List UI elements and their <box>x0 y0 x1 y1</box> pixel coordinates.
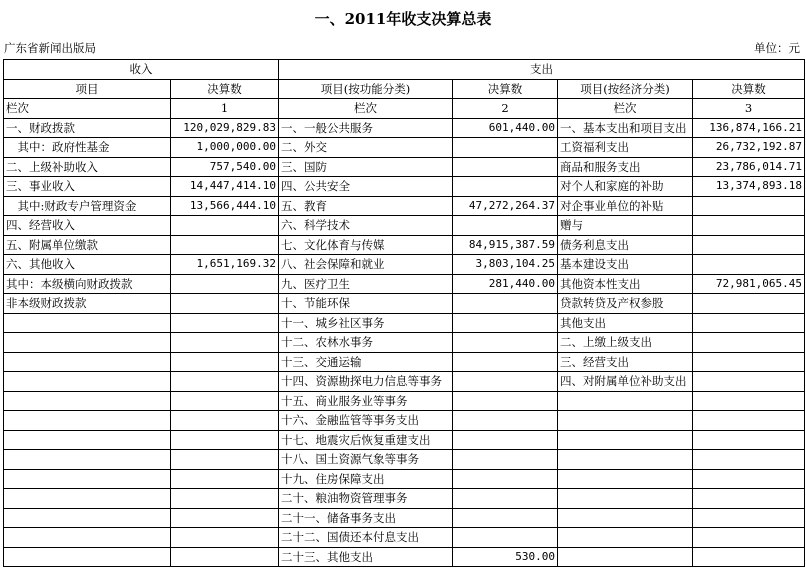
income-amount: 120,029,829.83 <box>171 118 279 138</box>
table-row <box>4 352 805 372</box>
func-item: 八、社会保障和就业 <box>279 255 453 275</box>
func-amount-header: 决算数 <box>453 79 558 99</box>
econ-amount: 26,732,192.87 <box>693 138 805 158</box>
func-amount: 281,440.00 <box>453 274 558 294</box>
econ-item <box>558 547 693 567</box>
func-item: 一、一般公共服务 <box>279 118 453 138</box>
income-amount <box>171 294 279 314</box>
table-row <box>4 138 805 158</box>
income-item: 五、附属单位缴款 <box>4 235 171 255</box>
func-item: 二十、粮油物资管理事务 <box>279 489 453 509</box>
income-amount <box>171 450 279 470</box>
func-item: 十九、住房保障支出 <box>279 469 453 489</box>
income-amount: 1,651,169.32 <box>171 255 279 275</box>
func-amount <box>453 177 558 197</box>
econ-item <box>558 450 693 470</box>
econ-item: 其他资本性支出 <box>558 274 693 294</box>
econ-amount <box>693 450 805 470</box>
econ-amount <box>693 235 805 255</box>
func-amount <box>453 528 558 548</box>
econ-amount <box>693 333 805 353</box>
table-row <box>4 294 805 314</box>
func-amount <box>453 372 558 392</box>
func-amount: 530.00 <box>453 547 558 567</box>
econ-item: 二、上缴上级支出 <box>558 333 693 353</box>
income-amount <box>171 313 279 333</box>
func-amount <box>453 450 558 470</box>
econ-amount-header: 决算数 <box>693 79 805 99</box>
table-row <box>4 216 805 236</box>
expense-header: 支出 <box>279 60 805 80</box>
econ-item: 其他支出 <box>558 313 693 333</box>
table-row <box>4 313 805 333</box>
table-row <box>4 547 805 567</box>
econ-item <box>558 430 693 450</box>
econ-item <box>558 411 693 431</box>
organization-name: 广东省新闻出版局 <box>4 41 96 55</box>
income-item: 三、事业收入 <box>4 177 171 197</box>
income-amount: 757,540.00 <box>171 157 279 177</box>
func-item: 二、外交 <box>279 138 453 158</box>
func-amount <box>453 411 558 431</box>
income-item <box>4 450 171 470</box>
func-item: 十四、资源勘探电力信息等事务 <box>279 372 453 392</box>
income-amount <box>171 235 279 255</box>
func-item: 二十一、储备事务支出 <box>279 508 453 528</box>
income-amount: 13,566,444.10 <box>171 196 279 216</box>
income-item: 非本级财政拨款 <box>4 294 171 314</box>
econ-amount <box>693 547 805 567</box>
income-item <box>4 313 171 333</box>
func-project-header: 项目(按功能分类) <box>279 79 453 99</box>
income-item: 一、财政拨款 <box>4 118 171 138</box>
func-item: 十三、交通运输 <box>279 352 453 372</box>
econ-item: 四、对附属单位补助支出 <box>558 372 693 392</box>
income-amount <box>171 508 279 528</box>
func-item: 六、科学技术 <box>279 216 453 236</box>
econ-item <box>558 528 693 548</box>
econ-item: 债务利息支出 <box>558 235 693 255</box>
func-amount <box>453 352 558 372</box>
table-row <box>4 411 805 431</box>
table-row <box>4 430 805 450</box>
func-amount <box>453 430 558 450</box>
func-item: 十五、商业服务业等事务 <box>279 391 453 411</box>
table-row <box>4 528 805 548</box>
income-item <box>4 372 171 392</box>
econ-item <box>558 489 693 509</box>
income-header: 收入 <box>4 60 279 80</box>
table-row <box>4 489 805 509</box>
func-amount <box>453 294 558 314</box>
func-amount <box>453 469 558 489</box>
page-title: 一、2011年收支决算总表 <box>314 10 492 28</box>
econ-item <box>558 508 693 528</box>
econ-amount <box>693 391 805 411</box>
income-item: 其中：政府性基金 <box>4 138 171 158</box>
func-amount <box>453 138 558 158</box>
econ-item <box>558 469 693 489</box>
budget-table <box>3 59 805 567</box>
func-amount: 3,803,104.25 <box>453 255 558 275</box>
income-amount <box>171 352 279 372</box>
func-amount <box>453 508 558 528</box>
table-row <box>4 508 805 528</box>
func-amount <box>453 216 558 236</box>
table-row <box>4 196 805 216</box>
income-amount <box>171 333 279 353</box>
column-label-econ: 栏次 <box>558 99 693 119</box>
income-item: 二、上级补助收入 <box>4 157 171 177</box>
income-item <box>4 333 171 353</box>
econ-item <box>558 391 693 411</box>
func-item: 三、国防 <box>279 157 453 177</box>
column-number-3: 3 <box>693 99 805 119</box>
func-item: 十七、地震灾后恢复重建支出 <box>279 430 453 450</box>
econ-item: 对个人和家庭的补助 <box>558 177 693 197</box>
income-amount <box>171 216 279 236</box>
func-item: 十二、农林水事务 <box>279 333 453 353</box>
func-amount <box>453 391 558 411</box>
func-amount <box>453 313 558 333</box>
func-item: 四、公共安全 <box>279 177 453 197</box>
income-item <box>4 528 171 548</box>
econ-amount: 72,981,065.45 <box>693 274 805 294</box>
column-label: 栏次 <box>4 99 171 119</box>
income-item <box>4 508 171 528</box>
income-item: 其中:财政专户管理资金 <box>4 196 171 216</box>
income-amount <box>171 372 279 392</box>
income-item <box>4 391 171 411</box>
econ-amount <box>693 313 805 333</box>
econ-amount: 136,874,166.21 <box>693 118 805 138</box>
column-label-func: 栏次 <box>279 99 453 119</box>
func-amount: 601,440.00 <box>453 118 558 138</box>
unit-label: 单位：元 <box>754 41 800 55</box>
func-item: 七、文化体育与传媒 <box>279 235 453 255</box>
header-row-columns <box>4 79 805 99</box>
income-amount <box>171 489 279 509</box>
func-item: 二十二、国债还本付息支出 <box>279 528 453 548</box>
income-amount <box>171 411 279 431</box>
econ-amount <box>693 508 805 528</box>
econ-project-header: 项目(按经济分类) <box>558 79 693 99</box>
income-amount <box>171 274 279 294</box>
income-item: 六、其他收入 <box>4 255 171 275</box>
income-item <box>4 352 171 372</box>
func-item: 十一、城乡社区事务 <box>279 313 453 333</box>
income-amount <box>171 391 279 411</box>
table-row <box>4 450 805 470</box>
econ-amount <box>693 528 805 548</box>
table-row <box>4 333 805 353</box>
econ-amount <box>693 294 805 314</box>
table-row <box>4 157 805 177</box>
econ-item: 商品和服务支出 <box>558 157 693 177</box>
econ-item: 三、经营支出 <box>558 352 693 372</box>
func-amount: 84,915,387.59 <box>453 235 558 255</box>
income-amount: 1,000,000.00 <box>171 138 279 158</box>
func-item: 五、教育 <box>279 196 453 216</box>
income-amount: 14,447,414.10 <box>171 177 279 197</box>
econ-amount <box>693 489 805 509</box>
econ-item: 贷款转贷及产权参股 <box>558 294 693 314</box>
func-item: 十六、金融监管等事务支出 <box>279 411 453 431</box>
func-amount <box>453 489 558 509</box>
table-row <box>4 391 805 411</box>
table-row <box>4 274 805 294</box>
econ-amount <box>693 255 805 275</box>
income-amount-header: 决算数 <box>171 79 279 99</box>
income-item <box>4 411 171 431</box>
income-amount <box>171 528 279 548</box>
func-item: 九、医疗卫生 <box>279 274 453 294</box>
econ-item: 对企事业单位的补贴 <box>558 196 693 216</box>
func-item: 十八、国土资源气象等事务 <box>279 450 453 470</box>
func-item: 二十三、其他支出 <box>279 547 453 567</box>
econ-amount <box>693 411 805 431</box>
econ-amount <box>693 430 805 450</box>
func-amount <box>453 333 558 353</box>
econ-amount <box>693 196 805 216</box>
income-item: 其中：本级横向财政拨款 <box>4 274 171 294</box>
econ-amount: 13,374,893.18 <box>693 177 805 197</box>
table-row <box>4 235 805 255</box>
income-amount <box>171 430 279 450</box>
table-row <box>4 118 805 138</box>
table-row <box>4 469 805 489</box>
header-row-sections <box>4 60 805 80</box>
income-item: 四、经营收入 <box>4 216 171 236</box>
econ-amount <box>693 352 805 372</box>
income-amount <box>171 469 279 489</box>
column-number-row <box>4 99 805 119</box>
table-row <box>4 372 805 392</box>
column-number-1: 1 <box>171 99 279 119</box>
econ-amount <box>693 372 805 392</box>
table-row <box>4 177 805 197</box>
func-amount <box>453 157 558 177</box>
econ-amount: 23,786,014.71 <box>693 157 805 177</box>
econ-amount <box>693 469 805 489</box>
income-item <box>4 547 171 567</box>
income-item <box>4 489 171 509</box>
econ-item: 赠与 <box>558 216 693 236</box>
column-number-2: 2 <box>453 99 558 119</box>
econ-amount <box>693 216 805 236</box>
income-item <box>4 430 171 450</box>
econ-item: 基本建设支出 <box>558 255 693 275</box>
econ-item: 工资福利支出 <box>558 138 693 158</box>
income-project-header: 项目 <box>4 79 171 99</box>
func-amount: 47,272,264.37 <box>453 196 558 216</box>
table-row <box>4 255 805 275</box>
func-item: 十、节能环保 <box>279 294 453 314</box>
econ-item: 一、基本支出和项目支出 <box>558 118 693 138</box>
income-item <box>4 469 171 489</box>
income-amount <box>171 547 279 567</box>
